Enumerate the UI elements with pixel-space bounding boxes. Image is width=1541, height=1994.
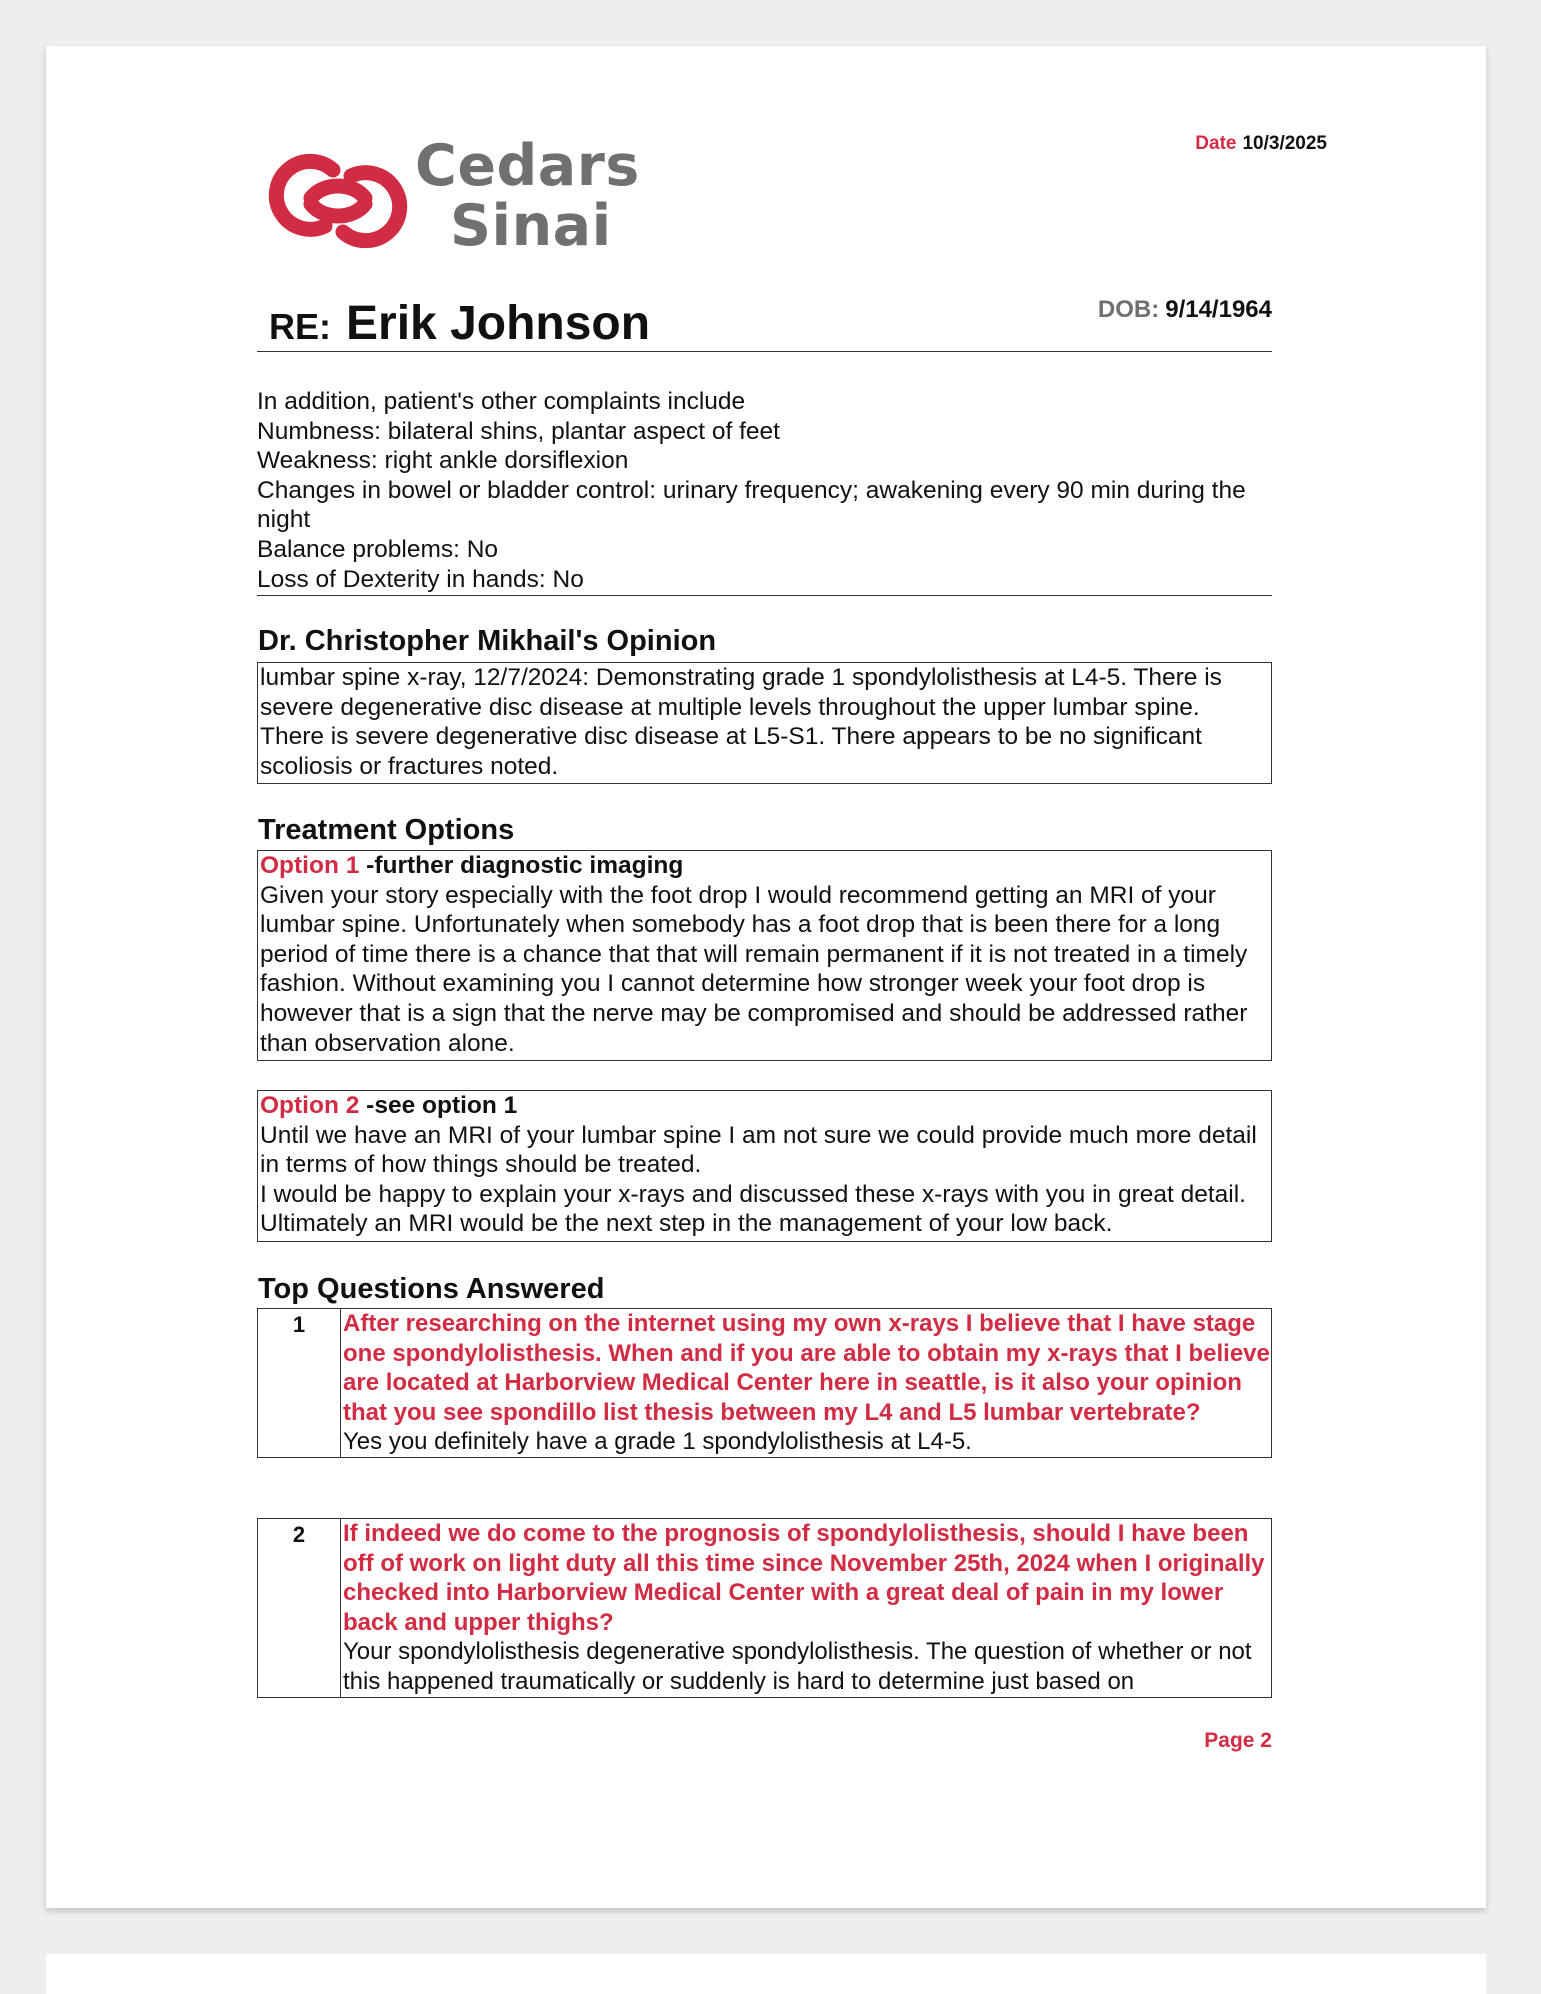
option-1-subtitle: -further diagnostic imaging: [359, 852, 684, 879]
question-body: [341, 1519, 1271, 1697]
option-1-text: Given your story especially with the foot drop I would recommend getting an MRI of your lumbar spine. Unfortunately when somebody has a foot drop that is been there for a long period of time there is a chance that that will remain permanent if it is not treated in a timely fashion. Without examining you I cannot determine how stronger week your foot drop is however that is a sign that the nerve may be compromised and should be addressed rather than observation alone.: [260, 881, 1248, 1057]
option-1-box: [257, 850, 1272, 1061]
dob-line: [1098, 296, 1272, 324]
questions-title: Top Questions Answered: [258, 1273, 605, 1305]
question-number: 2: [258, 1519, 341, 1697]
complaints-section: [257, 387, 1272, 596]
date-value: 10/3/2025: [1242, 133, 1327, 154]
opinion-text: lumbar spine x-ray, 12/7/2024: Demonstrating grade 1 spondylolisthesis at L4-5. There is severe degenerative disc disease at multiple levels throughout the upper lumbar spine. There is severe degenerative disc disease at L5-S1. There appears to be no significant scoliosis or fractures noted.: [260, 664, 1222, 780]
question-text: If indeed we do come to the prognosis of spondylolisthesis, should I have been off of work on light duty all this time since November 25th, 2024 when I originally checked into Harborview Medical Center with a great deal of pain in my lower back and upper thighs?: [343, 1520, 1265, 1636]
option-2-box: [257, 1090, 1272, 1242]
complaint-line: Changes in bowel or bladder control: urinary frequency; awakening every 90 min during the night: [257, 476, 1246, 534]
logo-text-cedars: Cedars: [415, 133, 640, 199]
infinity-logo-icon: [263, 142, 413, 260]
option-2-subtitle: -see option 1: [359, 1092, 518, 1119]
complaint-line: Balance problems: No: [257, 535, 499, 563]
complaint-line: Numbness: bilateral shins, plantar aspect of feet: [257, 417, 780, 445]
treatment-title: Treatment Options: [258, 814, 515, 846]
question-text: After researching on the internet using my own x-rays I believe that I have stage one spondylolisthesis. When and if you are able to obtain my x-rays that I believe are located at Harborview Medical Center here in seattle, is it also your opinion that you see spondillo list thesis between my L4 and L5 lumbar vertebrate?: [343, 1310, 1270, 1426]
option-1-label: Option 1: [260, 852, 360, 879]
next-page-edge: [46, 1954, 1486, 1994]
patient-name: Erik Johnson: [346, 297, 651, 350]
date-label: Date: [1195, 133, 1237, 154]
answer-text: Yes you definitely have a grade 1 spondylolisthesis at L4-5.: [343, 1428, 972, 1456]
question-body: [341, 1309, 1271, 1457]
opinion-box: [257, 662, 1272, 784]
question-row: [257, 1518, 1272, 1698]
date-line: [1195, 133, 1327, 155]
option-2-heading: [260, 1091, 1270, 1121]
question-number: 1: [258, 1309, 341, 1457]
answer-text: Your spondylolisthesis degenerative spondylolisthesis. The question of whether or not this happened traumatically or suddenly is hard to determine just based on: [343, 1638, 1252, 1695]
dob-value: 9/14/1964: [1165, 296, 1272, 323]
dob-label: DOB:: [1097, 296, 1160, 323]
complaint-line: Loss of Dexterity in hands: No: [257, 565, 584, 593]
option-1-heading: [260, 851, 1270, 881]
complaint-line: Weakness: right ankle dorsiflexion: [257, 447, 629, 475]
complaint-line: In addition, patient's other complaints include: [257, 388, 746, 415]
question-row: [257, 1308, 1272, 1458]
logo-text-sinai: Sinai: [450, 193, 612, 259]
option-2-text: Until we have an MRI of your lumbar spine I am not sure we could provide much more detail in terms of how things should be treated.: [260, 1121, 1257, 1179]
opinion-title: Dr. Christopher Mikhail's Opinion: [258, 625, 717, 657]
cedars-sinai-logo: [263, 133, 653, 262]
option-2-text: I would be happy to explain your x-rays and discussed these x-rays with you in great detail. Ultimately an MRI would be the next step in the management of your low back.: [260, 1180, 1246, 1238]
patient-header: [257, 296, 1272, 352]
page-number: Page 2: [1204, 1729, 1272, 1752]
re-label: RE:: [269, 306, 331, 347]
option-2-label: Option 2: [260, 1092, 360, 1119]
